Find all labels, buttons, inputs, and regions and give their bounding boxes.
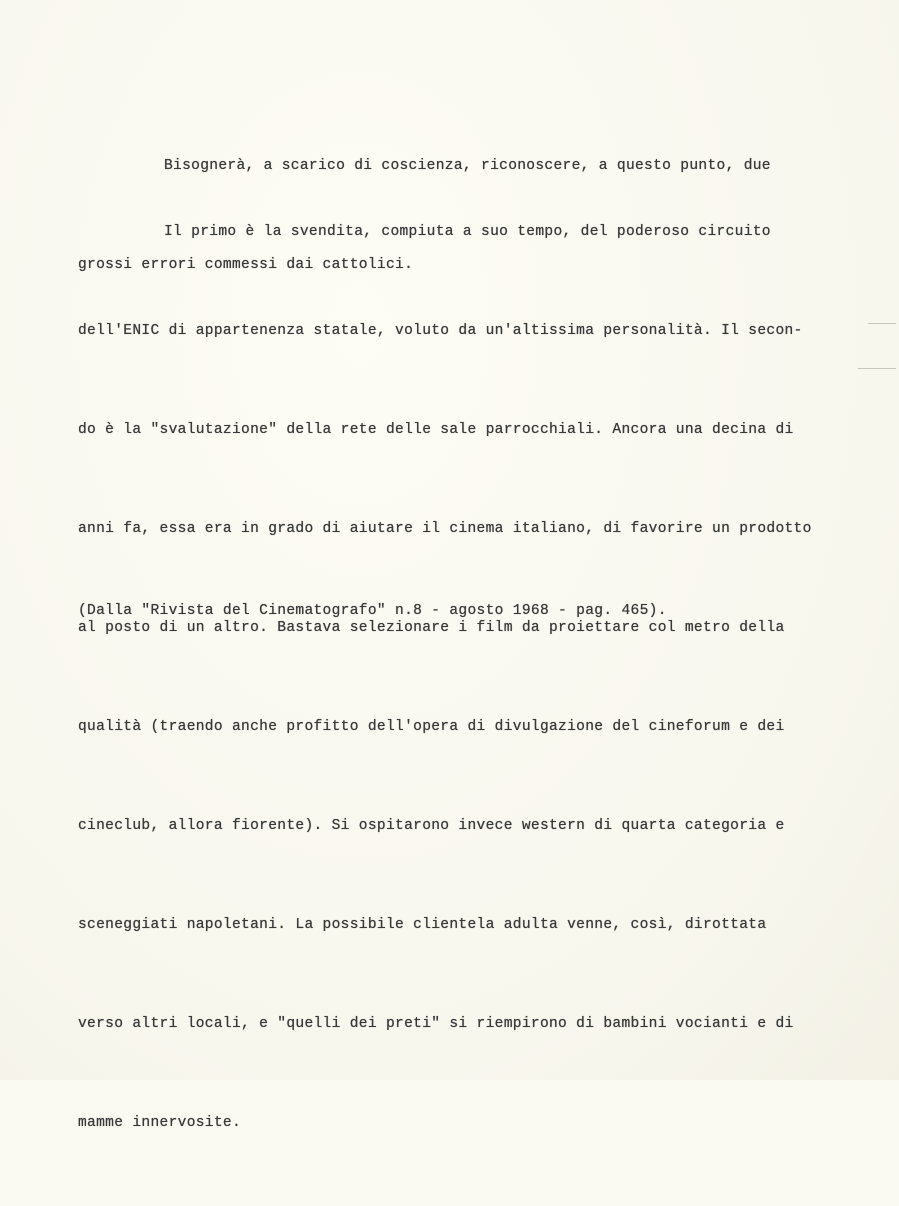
margin-mark [868, 323, 896, 324]
text-line: al posto di un altro. Bastava selezionare i film da proiettare col metro della [78, 620, 785, 636]
text-line: anni fa, essa era in grado di aiutare il cinema italiano, di favorire un prodotto [78, 521, 812, 537]
text-line: dell'ENIC di appartenenza statale, voluto da un'altissima personalità. Il secon- [78, 323, 803, 339]
text-line: cineclub, allora fiorente). Si ospitarono invece western di quarta categoria e [78, 818, 785, 834]
text-line: grossi errori commessi dai cattolici. [78, 257, 414, 273]
text-line: mamme innervosite. [78, 1115, 242, 1131]
text-line: do è la "svalutazione" della rete delle sale parrocchiali. Ancora una decina di [78, 422, 794, 438]
margin-mark [858, 368, 896, 369]
source-citation [78, 529, 878, 694]
text-line: qualità (traendo anche profitto dell'opera di divulgazione del cineforum e dei [78, 719, 785, 735]
text-line: verso altri locali, e "quelli dei preti" si riempirono di bambini vocianti e di [78, 1016, 794, 1032]
text-line: Bisognerà, a scarico di coscienza, riconoscere, a questo punto, due [164, 158, 771, 174]
text-line: sceneggiati napoletani. La possibile clientela adulta venne, così, dirottata [78, 917, 767, 933]
text-line: Il primo è la svendita, compiuta a suo tempo, del poderoso circuito [164, 224, 771, 240]
citation-line: (Dalla "Rivista del Cinematografo" n.8 - agosto 1968 - pag. 465). [78, 603, 667, 619]
